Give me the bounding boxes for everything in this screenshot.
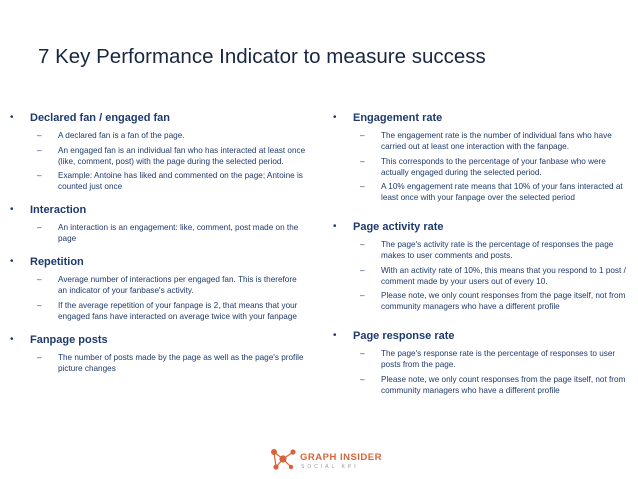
- kpi-detail: – An interaction is an engagement: like, comment, post made on the page: [37, 223, 299, 243]
- kpi-heading: Page activity rate: [353, 221, 444, 233]
- kpi-heading: Declared fan / engaged fan: [30, 112, 170, 124]
- bullet-marker: •: [10, 204, 14, 215]
- left-column: [10, 112, 306, 377]
- network-graph-icon: [268, 446, 298, 472]
- kpi-detail: – An engaged fan is an individual fan who has interacted at least once (like, comment, post) with the page during the selected period.: [37, 145, 306, 166]
- kpi-section-declared-fan: [10, 112, 306, 192]
- bullet-marker: •: [333, 330, 337, 341]
- logo-tagline: SOCIAL KPI: [301, 464, 359, 470]
- kpi-detail: – The page's response rate is the percentage of responses to user posts from the page.: [360, 349, 616, 369]
- right-column: [333, 112, 633, 399]
- kpi-section-fanpage-posts: [10, 334, 306, 374]
- graph-insider-logo: [268, 446, 382, 472]
- kpi-section-repetition: [10, 256, 306, 322]
- kpi-detail: – A declared fan is a fan of the page.: [37, 131, 185, 140]
- bullet-marker: •: [10, 112, 14, 123]
- logo-name: GRAPH INSIDER: [300, 452, 382, 463]
- bullet-marker: •: [333, 221, 337, 232]
- kpi-detail: – If the average repetition of your fanpage is 2, that means that your engaged fans have interacted on average twice with your fanpage: [37, 300, 298, 321]
- kpi-detail: – Example: Antoine has liked and commented on the page; Antoine is counted just once: [37, 171, 303, 191]
- kpi-heading: Page response rate: [353, 330, 455, 342]
- kpi-detail: – This corresponds to the percentage of your fanbase who were actually engaged during the selected period.: [360, 156, 606, 177]
- bullet-marker: •: [333, 112, 337, 123]
- kpi-section-page-activity-rate: [333, 221, 633, 312]
- kpi-detail: – Please note, we only count responses from the page itself, not from community managers who have a different profile: [360, 291, 626, 311]
- kpi-detail: – Average number of interactions per engaged fan. This is therefore an indicator of your fanbase's activity.: [37, 275, 297, 295]
- kpi-heading: Interaction: [30, 204, 87, 216]
- kpi-detail: – The number of posts made by the page as well as the page's profile picture changes: [37, 352, 304, 373]
- slide-title: 7 Key Performance Indicator to measure success: [38, 45, 486, 68]
- bullet-marker: •: [10, 256, 14, 267]
- kpi-detail: – A 10% engagement rate means that 10% of your fans interacted at least once with your fanpage over the selected period: [360, 182, 623, 202]
- kpi-section-engagement-rate: [333, 112, 633, 203]
- kpi-section-interaction: [10, 204, 306, 244]
- kpi-section-page-response-rate: [333, 330, 633, 396]
- kpi-heading: Repetition: [30, 256, 84, 268]
- kpi-detail: – With an activity rate of 10%, this means that you respond to 1 post / comment made by your users out of every 10.: [360, 265, 626, 286]
- bullet-marker: •: [10, 333, 14, 345]
- kpi-detail: – Please note, we only count responses from the page itself, not from community managers who have a different profile: [360, 374, 626, 395]
- kpi-heading: Fanpage posts: [30, 333, 108, 346]
- kpi-detail: – The engagement rate is the number of individual fans who have carried out at least one interaction with the fanpage.: [360, 131, 612, 151]
- kpi-heading: Engagement rate: [353, 112, 443, 124]
- kpi-detail: – The page's activity rate is the percentage of responses the page makes to user comments and posts.: [360, 240, 614, 260]
